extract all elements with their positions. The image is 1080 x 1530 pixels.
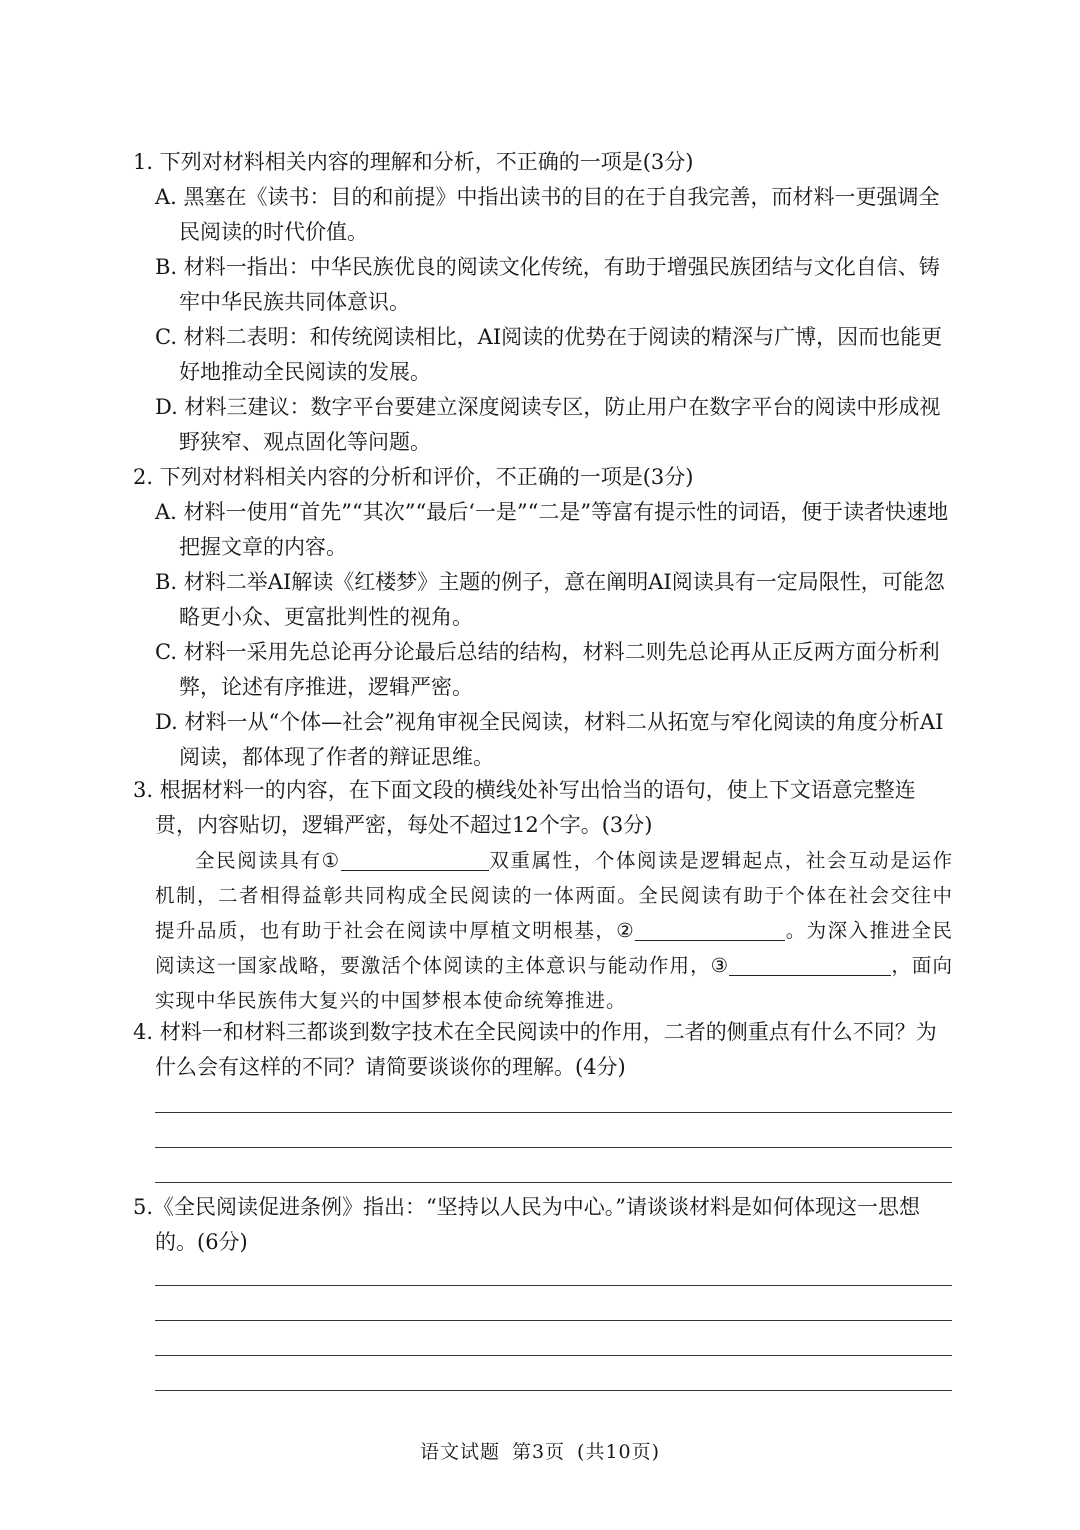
question-1-option-a: A. 黑塞在《读书：目的和前提》中指出读书的目的在于自我完善，而材料一更强调全民阅读的时代价值。	[155, 185, 940, 244]
question-2-option-a: A. 材料一使用“首先”“其次”“最后‘一是”“二是”等富有提示性的词语，便于读者快速地把握文章的内容。	[155, 500, 949, 559]
question-2-option-d: D. 材料一从“个体—社会”视角审视全民阅读，材料二从拓宽与窄化阅读的角度分析AI阅读，都体现了作者的辩证思维。	[155, 710, 944, 769]
passage-text-1: 全民阅读具有①	[195, 849, 341, 872]
question-1-option-d: D. 材料三建议：数字平台要建立深度阅读专区，防止用户在数字平台的阅读中形成视野狭窄、观点固化等问题。	[155, 395, 941, 454]
question-2-option-b: B. 材料二举AI解读《红楼梦》主题的例子，意在阐明AI阅读具有一定局限性，可能忽略更小众、更富批判性的视角。	[155, 570, 945, 629]
blank-2[interactable]	[635, 918, 785, 941]
blank-1[interactable]	[341, 848, 489, 871]
question-2	[133, 460, 953, 775]
footer-subject: 语文试题	[419, 1441, 500, 1463]
question-3-stem: 3. 根据材料一的内容，在下面文段的横线处补写出恰当的语句，使上下文语意完整连贯，内容贴切，逻辑严密，每处不超过12个字。(3分)	[133, 778, 916, 837]
question-1-option-c: C. 材料二表明：和传统阅读相比，AI阅读的优势在于阅读的精深与广博，因而也能更好地推动全民阅读的发展。	[155, 325, 943, 384]
blank-3[interactable]	[729, 953, 891, 976]
question-4	[133, 1015, 953, 1085]
answer-line-q5-1[interactable]	[155, 1285, 952, 1286]
passage-text-3: 。为深入推进全民阅读这一国家战略，要激活个体阅读的主体意识与能动作用，③	[155, 919, 953, 977]
question-4-stem: 4. 材料一和材料三都谈到数字技术在全民阅读中的作用，二者的侧重点有什么不同？为什么会有这样的不同？请简要谈谈你的理解。(4分)	[133, 1020, 937, 1079]
question-5-stem: 5.《全民阅读促进条例》指出：“坚持以人民为中心。”请谈谈材料是如何体现这一思想的。(6分)	[133, 1195, 921, 1254]
answer-line-q4-2[interactable]	[155, 1147, 952, 1148]
question-5	[133, 1190, 953, 1260]
question-1-stem: 1. 下列对材料相关内容的理解和分析，不正确的一项是(3分)	[133, 150, 694, 174]
footer-page: 第3页	[511, 1441, 566, 1463]
question-3-passage	[155, 843, 953, 1018]
passage-text-4: ，面向实现中华民族伟大复兴的中国梦根本使命统筹推进。	[155, 954, 953, 1012]
answer-line-q5-4[interactable]	[155, 1390, 952, 1391]
page-footer	[0, 1437, 1080, 1464]
answer-line-q5-3[interactable]	[155, 1355, 952, 1356]
answer-line-q5-2[interactable]	[155, 1320, 952, 1321]
passage-text-2: 双重属性，个体阅读是逻辑起点，社会互动是运作机制，二者相得益彰共同构成全民阅读的一体两面。全民阅读有助于个体在社会交往中提升品质，也有助于社会在阅读中厚植文明根基，②	[155, 849, 953, 942]
question-1	[133, 145, 953, 460]
question-1-option-b: B. 材料一指出：中华民族优良的阅读文化传统，有助于增强民族团结与文化自信、铸牢中华民族共同体意识。	[155, 255, 940, 314]
footer-total: (共10页)	[577, 1441, 661, 1463]
question-2-option-c: C. 材料一采用先总论再分论最后总结的结构，材料二则先总论再从正反两方面分析利弊，论述有序推进，逻辑严密。	[155, 640, 940, 699]
answer-line-q4-1[interactable]	[155, 1112, 952, 1113]
question-3	[133, 773, 953, 1018]
question-2-stem: 2. 下列对材料相关内容的分析和评价，不正确的一项是(3分)	[133, 465, 694, 489]
answer-line-q4-3[interactable]	[155, 1182, 952, 1183]
